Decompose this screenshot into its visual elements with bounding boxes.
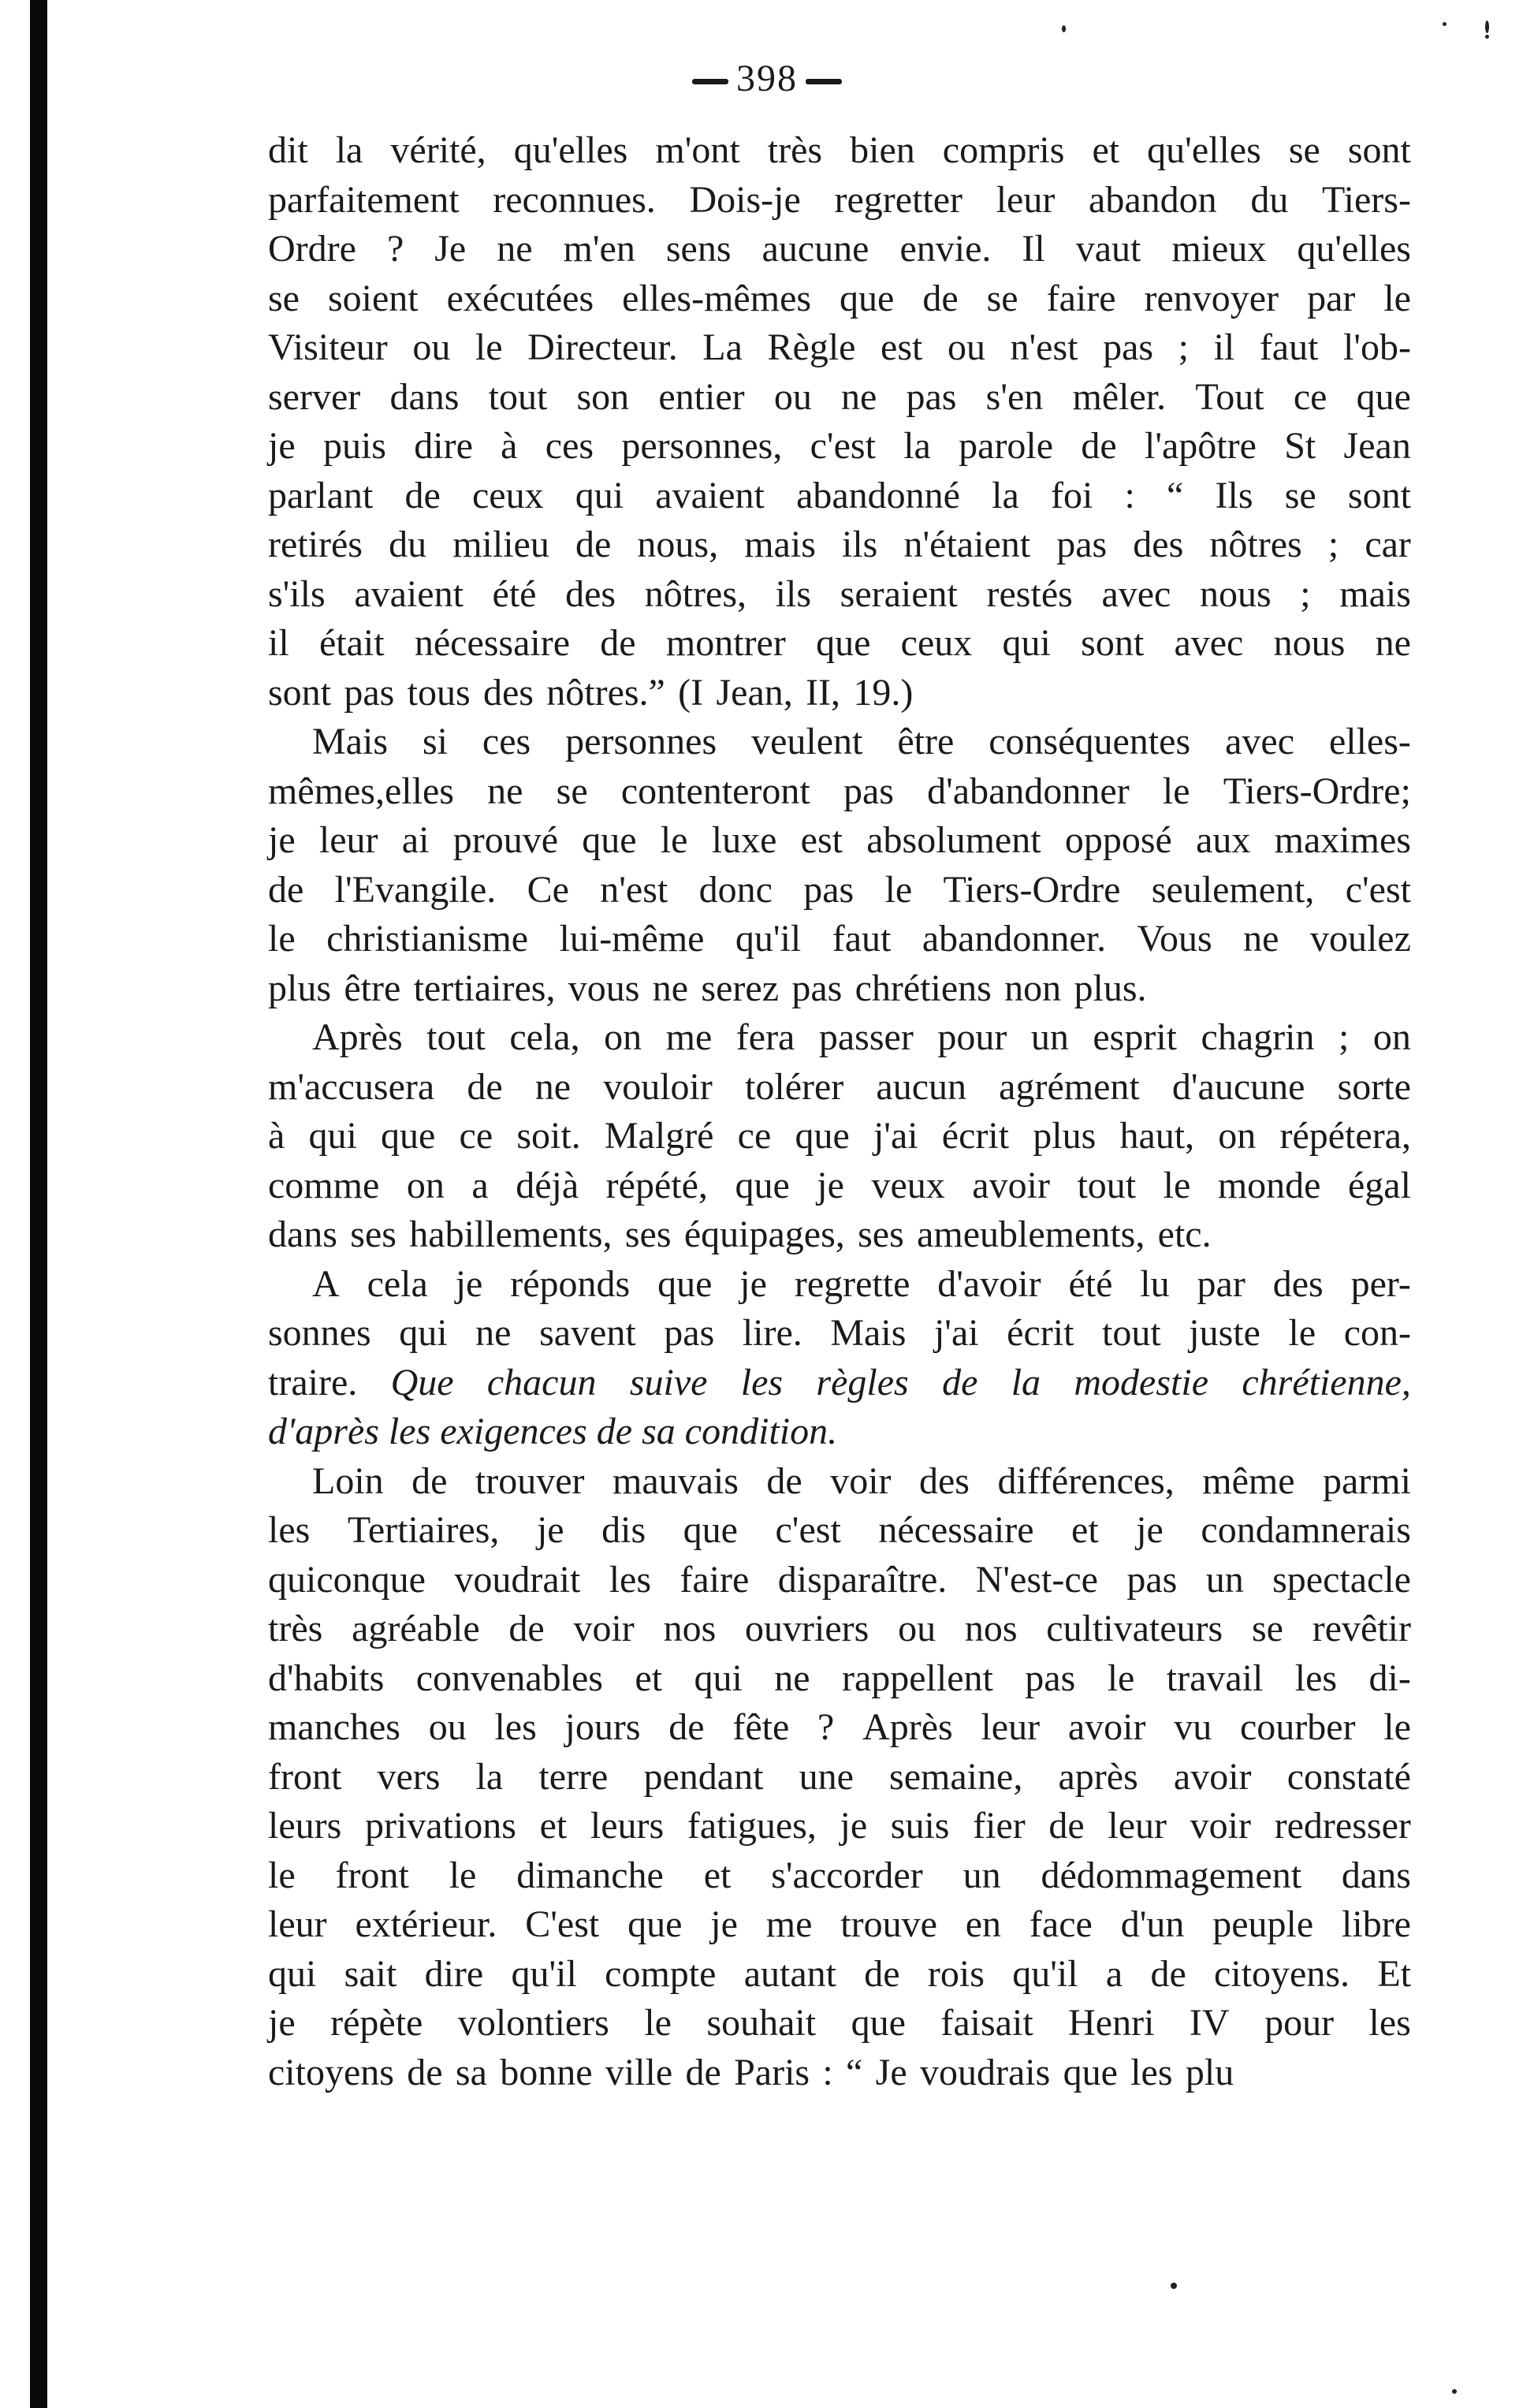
- text-line: se soient exécutées elles-mêmes que de se faire renvoyer par le: [268, 277, 1411, 319]
- text-line: je leur ai prouvé que le luxe est absolument opposé aux maximes: [268, 819, 1411, 861]
- text-line: Après tout cela, on me fera passer pour un esprit chagrin ; on: [312, 1016, 1411, 1058]
- text-line: les Tertiaires, je dis que c'est nécessaire et je condamnerais: [268, 1509, 1411, 1551]
- page-number-dash-right: [806, 79, 842, 84]
- page-number-dash-left: [692, 79, 728, 84]
- speck: [1443, 22, 1447, 26]
- text-line: parfaitement reconnues. Dois-je regretter leur abandon du Tiers-: [268, 178, 1411, 221]
- text-line-italic: [268, 1407, 1411, 1457]
- text-line: Loin de trouver mauvais de voir des différences, même parmi: [312, 1459, 1411, 1502]
- text-line: server dans tout son entier ou ne pas s'en mêler. Tout ce que: [268, 375, 1411, 418]
- text-line: de l'Evangile. Ce n'est donc pas le Tiers-Ordre seulement, c'est: [268, 868, 1411, 911]
- text-line: comme on a déjà répété, que je veux avoir tout le monde égal: [268, 1164, 1411, 1206]
- text-line: leur extérieur. C'est que je me trouve en face d'un peuple libre: [268, 1903, 1411, 1945]
- text-line: manches ou les jours de fête ? Après leur avoir vu courber le: [268, 1706, 1411, 1748]
- text-line: plus être tertiaires, vous ne serez pas chrétiens non plus.: [268, 967, 1147, 1009]
- text-line: d'habits convenables et qui ne rappellent pas le travail les di-: [268, 1657, 1411, 1699]
- text-line: à qui que ce soit. Malgré ce que j'ai écrit plus haut, on répétera,: [268, 1115, 1411, 1157]
- speck: [1485, 21, 1489, 33]
- text-line: m'accusera de ne vouloir tolérer aucun agrément d'aucune sorte: [268, 1065, 1411, 1108]
- text-line: le christianisme lui-même qu'il faut abandonner. Vous ne voulez: [268, 918, 1411, 960]
- text-line: citoyens de sa bonne ville de Paris : “ Je voudrais que les plu: [268, 2051, 1234, 2093]
- text-line: dit la vérité, qu'elles m'ont très bien compris et qu'elles se sont: [268, 129, 1411, 171]
- text-line: il était nécessaire de montrer que ceux qui sont avec nous ne: [268, 622, 1411, 664]
- page-number: [0, 57, 1534, 100]
- text-line: Visiteur ou le Directeur. La Règle est ou n'est pas ; il faut l'ob-: [268, 326, 1411, 368]
- text-body: [268, 126, 1411, 2097]
- binding-edge: [30, 0, 47, 2408]
- text-line: dans ses habillements, ses équipages, ses ameublements, etc.: [268, 1213, 1212, 1255]
- text-line: le front le dimanche et s'accorder un dédommagement dans: [268, 1854, 1411, 1896]
- text-line: A cela je réponds que je regrette d'avoir été lu par des per-: [312, 1262, 1411, 1305]
- text-line: retirés du milieu de nous, mais ils n'étaient pas des nôtres ; car: [268, 524, 1411, 565]
- text-line: Mais si ces personnes veulent être conséquentes avec elles-: [312, 721, 1411, 762]
- text-line: s'ils avaient été des nôtres, ils seraient restés avec nous ; mais: [268, 572, 1411, 615]
- text-line: qui sait dire qu'il compte autant de rois qu'il a de citoyens. Et: [268, 1952, 1411, 1995]
- speck: [1171, 2283, 1177, 2289]
- text-line: quiconque voudrait les faire disparaître. N'est-ce pas un spectacle: [268, 1558, 1411, 1601]
- text-line: Ordre ? Je ne m'en sens aucune envie. Il vaut mieux qu'elles: [268, 228, 1411, 270]
- text-line: je puis dire à ces personnes, c'est la parole de l'apôtre St Jean: [268, 425, 1411, 467]
- text-line: front vers la terre pendant une semaine, après avoir constaté: [268, 1755, 1411, 1798]
- text-line: très agréable de voir nos ouvriers ou nos cultivateurs se revêtir: [268, 1608, 1411, 1649]
- text-line: leurs privations et leurs fatigues, je suis fier de leur voir redresser: [268, 1805, 1411, 1847]
- text-line: je répète volontiers le souhait que faisait Henri IV pour les: [268, 2002, 1411, 2044]
- text-line-mixed: traire. Que chacun suive les règles de la modestie chrétienne,: [268, 1359, 1411, 1408]
- page-number-value: 398: [736, 58, 798, 99]
- speck: [1485, 35, 1489, 39]
- text-line: mêmes,elles ne se contenteront pas d'abandonner le Tiers-Ordre;: [268, 770, 1411, 812]
- text-line: sont pas tous des nôtres.” (I Jean, II, 19.): [268, 671, 914, 714]
- italic-fragment: d'après les exigences de sa condition.: [268, 1411, 838, 1452]
- plain-fragment: traire.: [268, 1361, 358, 1403]
- speck: [1452, 2389, 1457, 2394]
- text-line: parlant de ceux qui avaient abandonné la foi : “ Ils se sont: [268, 474, 1411, 516]
- speck: [1062, 25, 1066, 32]
- text-line: sonnes qui ne savent pas lire. Mais j'ai écrit tout juste le con-: [268, 1312, 1411, 1354]
